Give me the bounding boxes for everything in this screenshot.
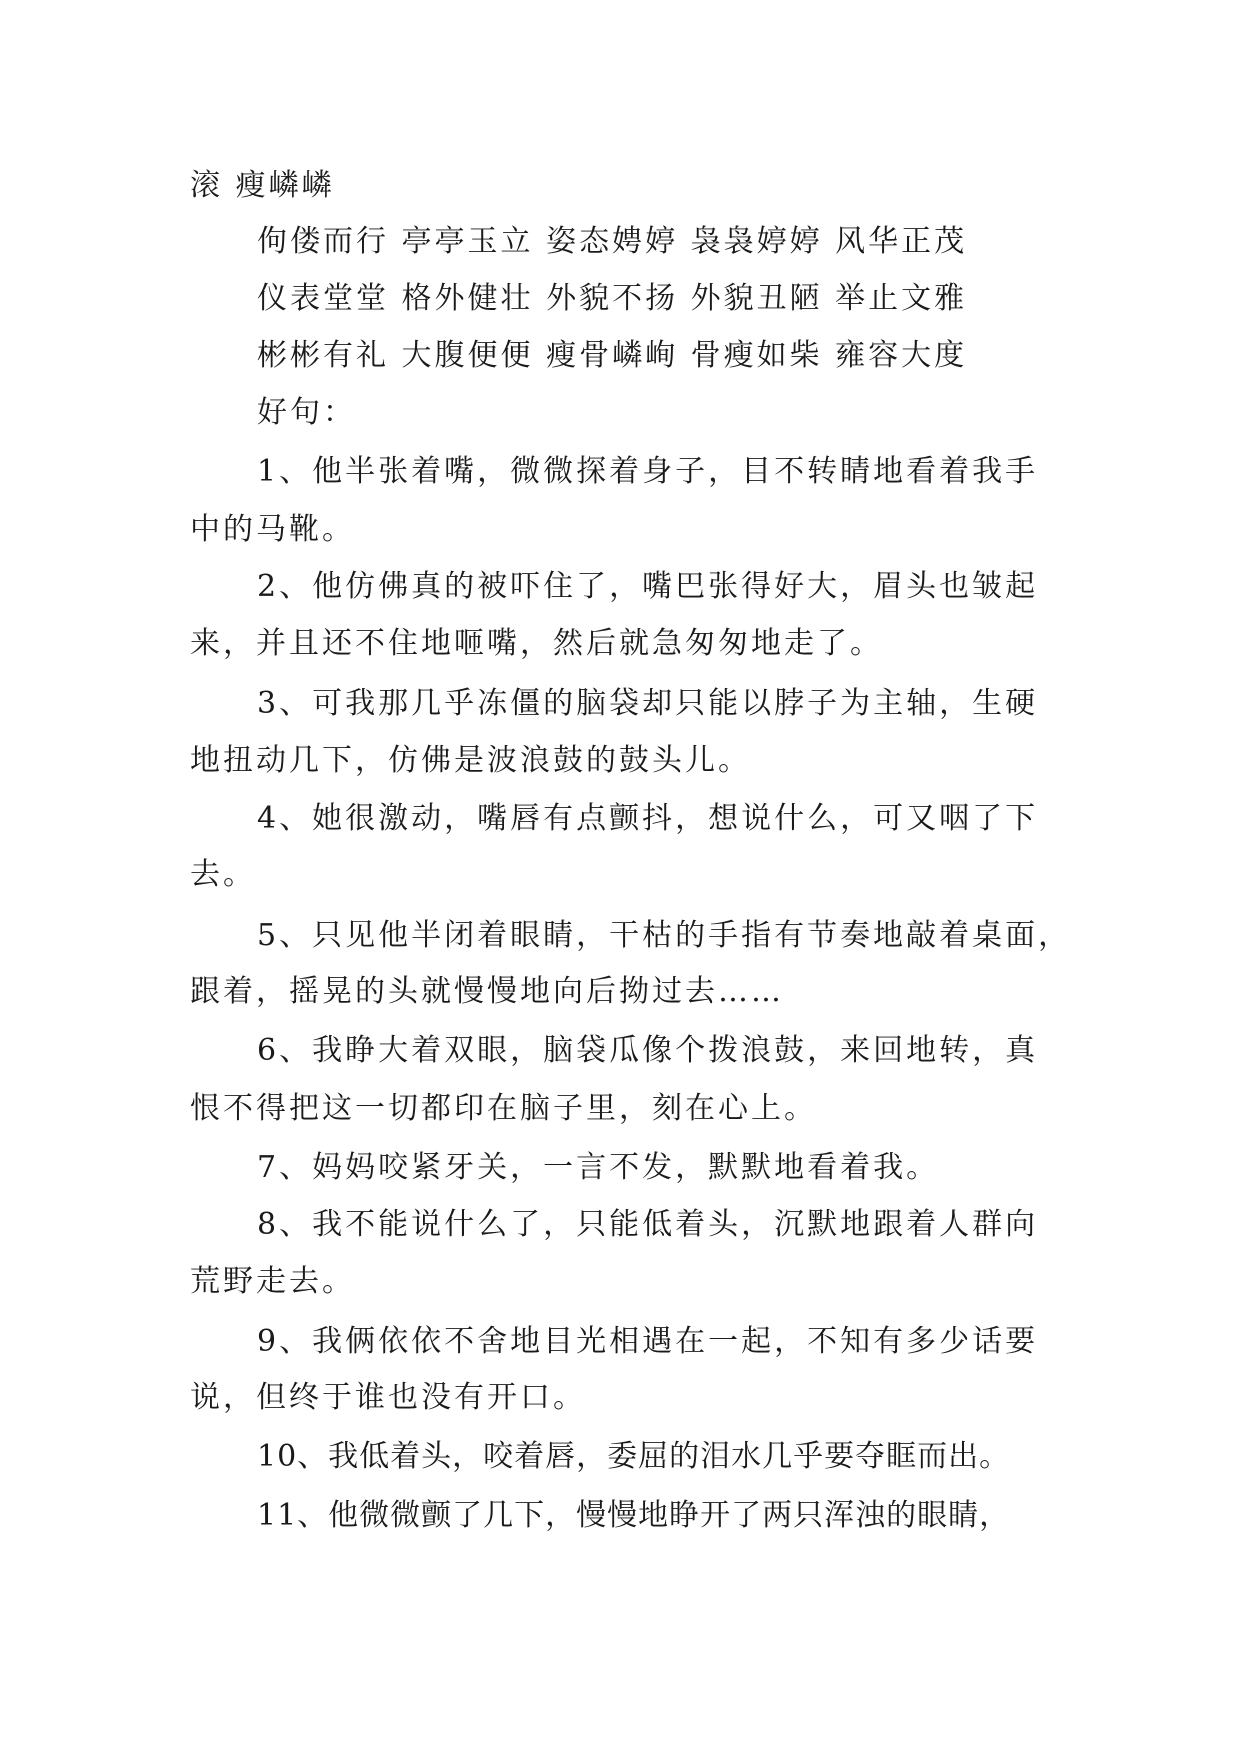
text-line: 10、我低着头，咬着唇，委屈的泪水几乎要夺眶而出。 xyxy=(257,1439,1011,1474)
text-line: 3、可我那几乎冻僵的脑袋却只能以脖子为主轴，生硬 xyxy=(257,686,1039,721)
text-line: 地扭动几下，仿佛是波浪鼓的鼓头儿。 xyxy=(190,743,751,778)
text-line: 滚 瘦嶙嶙 xyxy=(190,168,335,203)
text-line: 佝偻而行 亭亭玉立 姿态娉婷 袅袅婷婷 风华正茂 xyxy=(257,224,968,259)
text-line: 彬彬有礼 大腹便便 瘦骨嶙峋 骨瘦如柴 雍容大度 xyxy=(257,338,968,373)
text-line: 6、我睁大着双眼，脑袋瓜像个拨浪鼓，来回地转，真 xyxy=(257,1033,1039,1068)
text-line: 1、他半张着嘴，微微探着身子，目不转睛地看着我手 xyxy=(257,454,1039,489)
text-line: 荒野走去。 xyxy=(190,1264,355,1299)
text-line: 8、我不能说什么了，只能低着头，沉默地跟着人群向 xyxy=(257,1207,1039,1242)
text-line: 好句： xyxy=(257,395,356,430)
text-line: 去。 xyxy=(190,857,256,892)
text-line: 中的马靴。 xyxy=(190,512,355,547)
text-line: 7、妈妈咬紧牙关，一言不发，默默地看着我。 xyxy=(257,1150,940,1185)
text-line: 5、只见他半闭着眼睛，干枯的手指有节奏地敲着桌面， xyxy=(257,918,1072,953)
text-line: 9、我俩依依不舍地目光相遇在一起，不知有多少话要 xyxy=(257,1324,1039,1359)
text-line: 说，但终于谁也没有开口。 xyxy=(190,1380,586,1415)
text-line: 恨不得把这一切都印在脑子里，刻在心上。 xyxy=(190,1091,817,1126)
text-line: 2、他仿佛真的被吓住了，嘴巴张得好大，眉头也皱起 xyxy=(257,569,1039,604)
text-line: 4、她很激动，嘴唇有点颤抖，想说什么，可又咽了下 xyxy=(257,801,1039,836)
text-line: 仪表堂堂 格外健壮 外貌不扬 外貌丑陋 举止文雅 xyxy=(257,281,968,316)
text-line: 11、他微微颤了几下，慢慢地睁开了两只浑浊的眼睛， xyxy=(257,1498,1011,1533)
text-line: 跟着，摇晃的头就慢慢地向后拗过去…… xyxy=(190,974,784,1009)
text-line: 来，并且还不住地咂嘴，然后就急匆匆地走了。 xyxy=(190,626,883,661)
